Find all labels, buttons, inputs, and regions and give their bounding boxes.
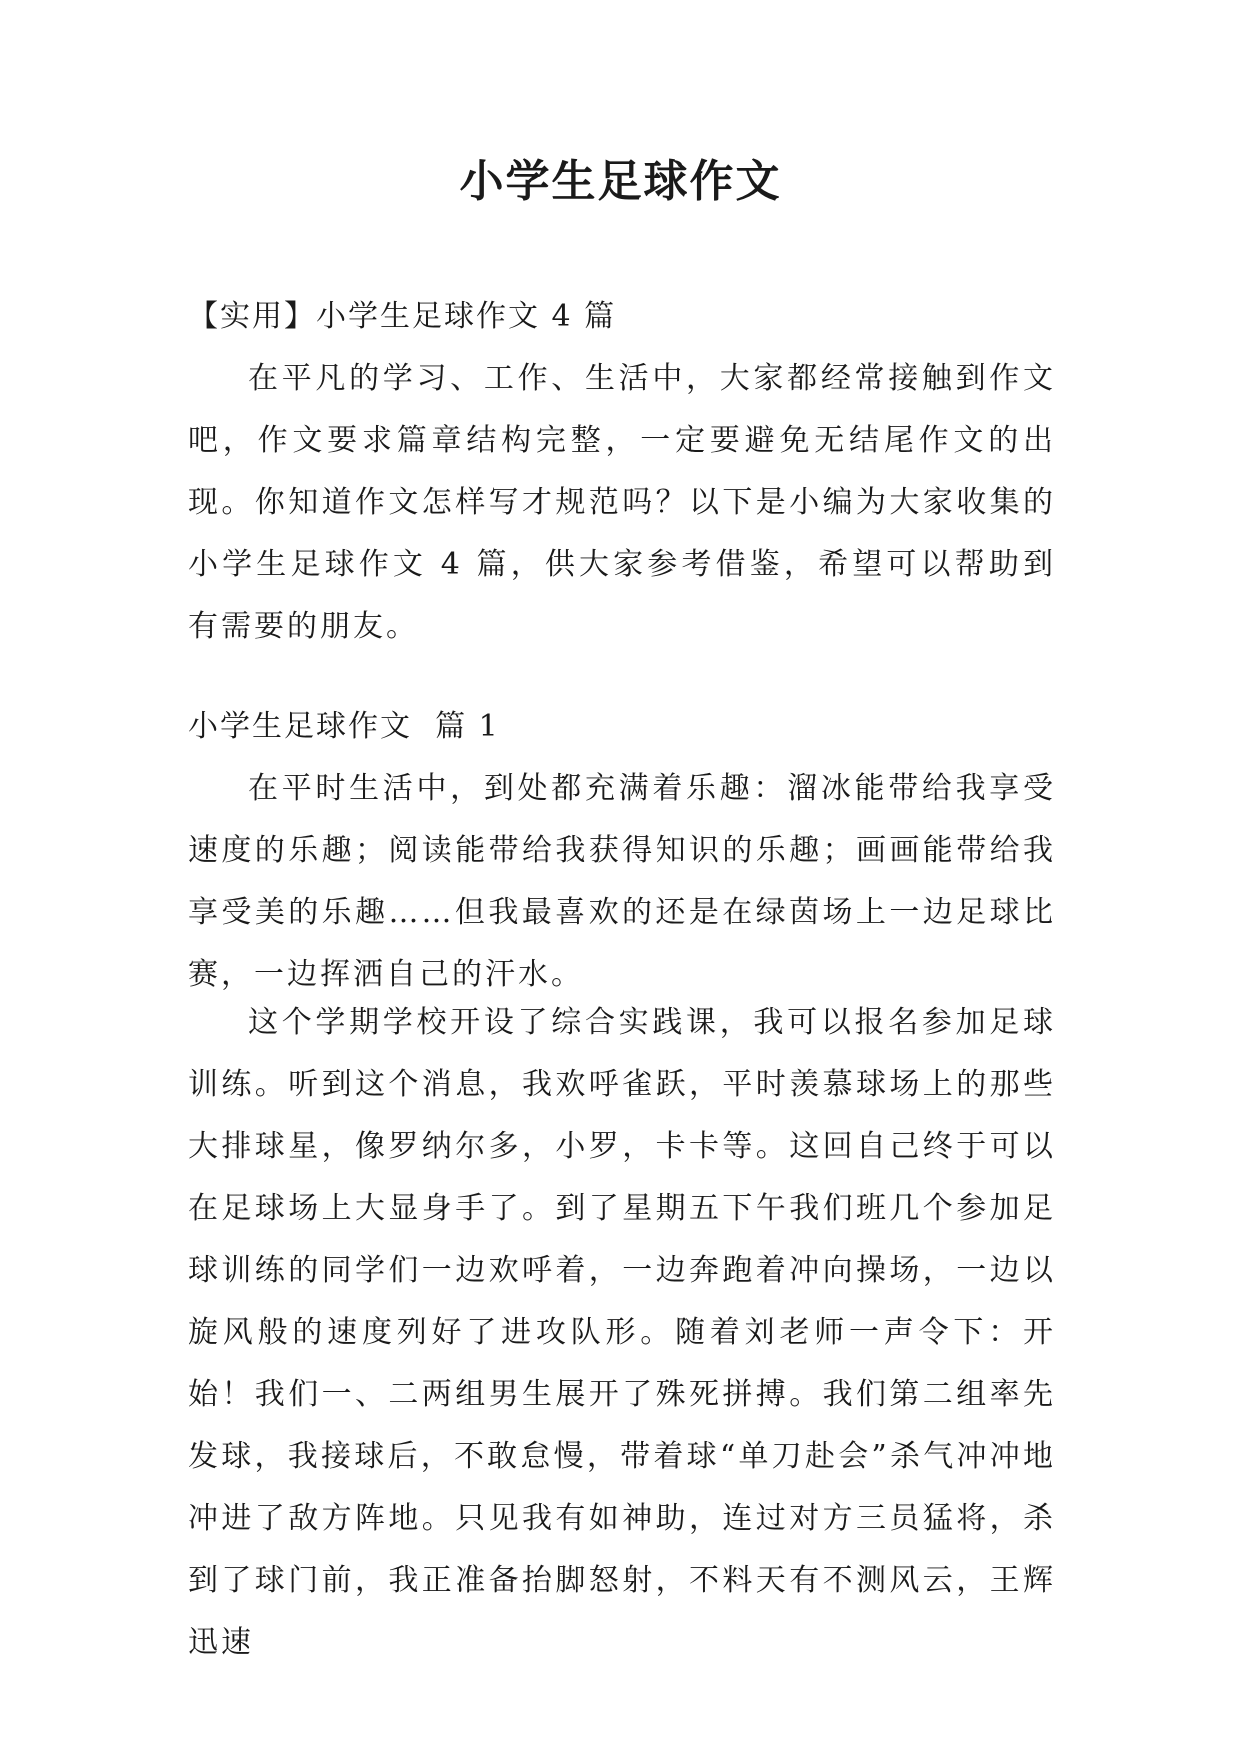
intro-paragraph: 在平凡的学习、工作、生活中，大家都经常接触到作文吧，作文要求篇章结构完整，一定要避免无结尾作文的出现。你知道作文怎样写才规范吗？以下是小编为大家收集的小学生足球作文 4 篇，供大家参考借鉴，希望可以帮助到有需要的朋友。 (188, 361, 1056, 644)
section-paragraph: 这个学期学校开设了综合实践课，我可以报名参加足球训练。听到这个消息，我欢呼雀跃，平时羡慕球场上的那些大排球星，像罗纳尔多，小罗，卡卡等。这回自己终于可以在足球场上大显身手了。到了星期五下午我们班几个参加足球训练的同学们一边欢呼着，一边奔跑着冲向操场，一边以旋风般的速度列好了进攻队形。随着刘老师一声令下：开始！我们一、二两组男生展开了殊死拼搏。我们第二组率先发球，我接球后，不敢怠慢，带着球“单刀赴会”杀气冲冲地冲进了敌方阵地。只见我有如神助，连过对方三员猛将，杀到了球门前，我正准备抬脚怒射，不料天有不测风云，王辉迅速 (188, 1005, 1056, 1660)
section-paragraph: 在平时生活中，到处都充满着乐趣：溜冰能带给我享受速度的乐趣；阅读能带给我获得知识的乐趣；画画能带给我享受美的乐趣……但我最喜欢的还是在绿茵场上一边足球比赛，一边挥洒自己的汗水。 (188, 771, 1056, 992)
document-title: 小学生足球作文 (459, 156, 782, 207)
document-subtitle: 【实用】小学生足球作文 4 篇 (188, 299, 617, 334)
section-heading: 小学生足球作文 篇 1 (188, 709, 500, 744)
